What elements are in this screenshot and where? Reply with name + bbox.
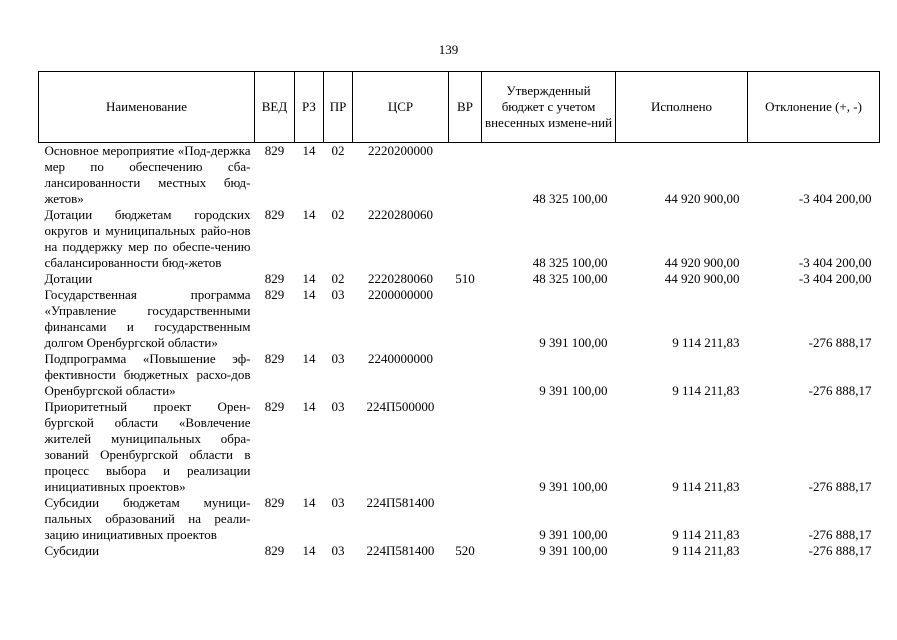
cell-name: Подпрограмма «Повышение эф-фективности бюджетных расхо-дов Оренбургской области»	[44, 351, 251, 398]
cell-executed: 9 114 211,83	[672, 383, 740, 398]
cell-pr: 02	[331, 143, 345, 158]
cell-ved: 829	[264, 351, 285, 366]
cell-rz: 14	[302, 207, 316, 222]
table-row	[39, 399, 880, 495]
cell-name: Основное мероприятие «Под-держка мер по обеспечению сба-лансированности местных бюд-жетов»	[44, 143, 251, 206]
cell-deviation: -3 404 200,00	[798, 191, 872, 206]
cell-name: Субсидии	[44, 543, 100, 558]
cell-vr: 510	[455, 271, 475, 286]
table-row	[39, 287, 880, 351]
table-row	[39, 495, 880, 543]
cell-pr: 03	[331, 287, 345, 302]
header-executed: Исполнено	[616, 72, 748, 143]
cell-csr: 2200000000	[368, 287, 433, 302]
cell-approved: 48 325 100,00	[532, 255, 608, 270]
header-pr: ПР	[324, 72, 353, 143]
cell-csr: 224П581400	[366, 543, 435, 558]
cell-rz: 14	[302, 399, 316, 414]
cell-approved: 48 325 100,00	[532, 271, 608, 286]
cell-deviation: -276 888,17	[808, 335, 872, 350]
cell-approved: 9 391 100,00	[539, 383, 608, 398]
cell-name: Государственная программа «Управление государственными финансами и государственным долгом Оренбургской области»	[44, 287, 251, 350]
cell-vr	[449, 143, 482, 208]
cell-executed: 44 920 900,00	[664, 191, 740, 206]
cell-executed: 9 114 211,83	[672, 335, 740, 350]
cell-rz: 14	[302, 271, 316, 286]
cell-rz: 14	[302, 143, 316, 158]
cell-vr	[449, 207, 482, 271]
cell-deviation: -276 888,17	[808, 383, 872, 398]
table-row	[39, 207, 880, 271]
cell-vr	[449, 351, 482, 399]
page-number: 139	[438, 42, 459, 57]
cell-pr: 02	[331, 207, 345, 222]
cell-ved: 829	[264, 143, 285, 158]
cell-csr: 2220280060	[368, 207, 433, 222]
header-vr: ВР	[449, 72, 482, 143]
cell-name: Дотации бюджетам городских округов и муниципальных райо-нов на поддержку мер по обеспе-чению сбалансированности бюд-жетов	[44, 207, 251, 270]
cell-csr: 224П581400	[366, 495, 435, 510]
table-row	[39, 271, 880, 287]
cell-pr: 03	[331, 351, 345, 366]
table-body	[39, 143, 880, 560]
cell-ved: 829	[264, 399, 285, 414]
cell-pr: 02	[331, 271, 345, 286]
budget-execution-table	[38, 71, 880, 559]
table-row	[39, 143, 880, 208]
cell-executed: 9 114 211,83	[672, 479, 740, 494]
header-deviation: Отклонение (+, -)	[748, 72, 880, 143]
cell-rz: 14	[302, 495, 316, 510]
header-ved: ВЕД	[255, 72, 295, 143]
cell-approved: 9 391 100,00	[539, 479, 608, 494]
cell-ved: 829	[264, 207, 285, 222]
cell-deviation: -3 404 200,00	[798, 271, 872, 286]
cell-ved: 829	[264, 543, 285, 558]
cell-vr: 520	[455, 543, 475, 558]
cell-deviation: -3 404 200,00	[798, 255, 872, 270]
header-csr: ЦСР	[353, 72, 449, 143]
header-approved: Утвержденный бюджет с учетом внесенных измене-ний	[482, 72, 616, 143]
cell-executed: 9 114 211,83	[672, 543, 740, 558]
cell-deviation: -276 888,17	[808, 527, 872, 542]
cell-vr	[449, 399, 482, 495]
cell-name: Субсидии бюджетам муници-пальных образований на реали-зацию инициативных проектов	[44, 495, 251, 542]
cell-vr	[449, 495, 482, 543]
cell-approved: 9 391 100,00	[539, 543, 608, 558]
table-row	[39, 543, 880, 559]
cell-rz: 14	[302, 543, 316, 558]
cell-csr: 2220280060	[368, 271, 433, 286]
cell-name: Дотации	[44, 271, 93, 286]
cell-ved: 829	[264, 271, 285, 286]
cell-pr: 03	[331, 495, 345, 510]
cell-csr: 2240000000	[368, 351, 433, 366]
cell-ved: 829	[264, 495, 285, 510]
cell-csr: 2220200000	[368, 143, 433, 158]
cell-executed: 44 920 900,00	[664, 255, 740, 270]
cell-pr: 03	[331, 543, 345, 558]
cell-name: Приоритетный проект Орен-бургской области «Вовлечение жителей муниципальных обра-зований Оренбургской области в процесс выбора и реализации инициативных проектов»	[44, 399, 251, 494]
cell-rz: 14	[302, 287, 316, 302]
cell-approved: 9 391 100,00	[539, 527, 608, 542]
cell-deviation: -276 888,17	[808, 479, 872, 494]
cell-rz: 14	[302, 351, 316, 366]
cell-approved: 48 325 100,00	[532, 191, 608, 206]
cell-ved: 829	[264, 287, 285, 302]
cell-vr	[449, 287, 482, 351]
header-rz: РЗ	[295, 72, 324, 143]
cell-executed: 44 920 900,00	[664, 271, 740, 286]
cell-pr: 03	[331, 399, 345, 414]
table-header-row	[39, 72, 880, 143]
header-name: Наименование	[39, 72, 255, 143]
cell-csr: 224П500000	[366, 399, 435, 414]
table-row	[39, 351, 880, 399]
cell-approved: 9 391 100,00	[539, 335, 608, 350]
cell-deviation: -276 888,17	[808, 543, 872, 558]
cell-executed: 9 114 211,83	[672, 527, 740, 542]
